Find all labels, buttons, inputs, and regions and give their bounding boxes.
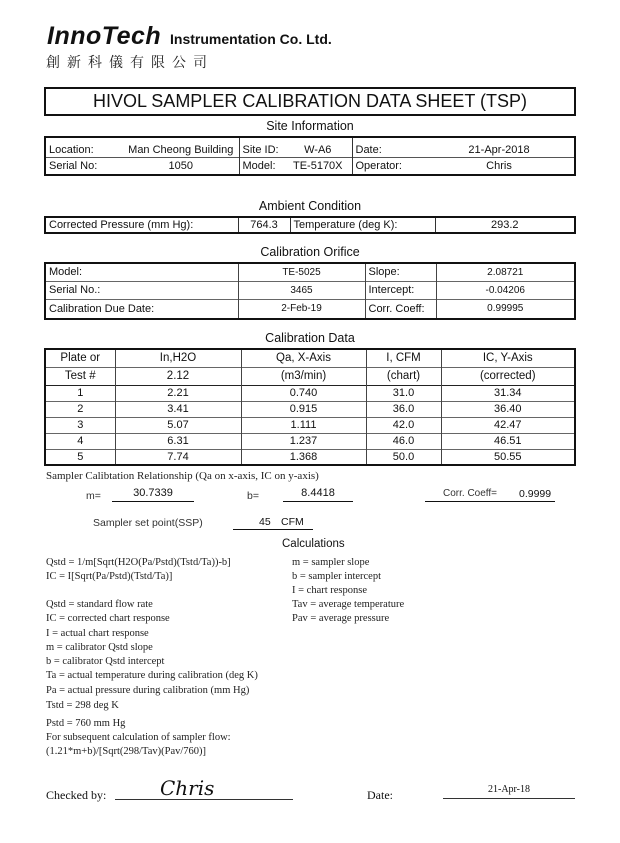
corr-coeff-label: Corr. Coeff:: [365, 299, 436, 319]
site-id-label: Site ID:: [239, 137, 284, 157]
signature: Chris: [160, 776, 215, 800]
relationship-corr-value: 0.9999: [519, 488, 552, 500]
cell-i: 42.0: [366, 417, 441, 433]
table-row: [45, 449, 575, 465]
footer-date-label: Date:: [367, 788, 393, 802]
calibration-data-table: [44, 348, 576, 466]
orifice-serial-value: 3465: [238, 281, 365, 299]
table-row: [45, 385, 575, 401]
table-row: [45, 417, 575, 433]
cell-qa: 1.111: [241, 417, 366, 433]
serial-value: 1050: [123, 157, 239, 175]
col-header: Plate or: [60, 352, 101, 365]
col-header: I, CFM: [366, 349, 441, 367]
col-subheader: (m3/min): [241, 367, 366, 385]
relationship-title: Sampler Calibtation Relationship (Qa on x-axis, IC on y-axis): [46, 470, 319, 482]
company-name-chinese: 創新科儀有限公司: [46, 55, 214, 71]
formula-qstd: Qstd = 1/m[Sqrt(H2O(Pa/Pstd)(Tstd/Ta))-b]: [46, 557, 231, 568]
orifice-serial-label: Serial No.:: [45, 281, 238, 299]
subsequent-calc-formula: (1.21*m+b)/[Sqrt(298/Tav)(Pav/760)]: [46, 746, 207, 757]
cell-ic: 50.55: [441, 449, 575, 465]
col-subheader: (corrected): [441, 367, 575, 385]
calculations-heading: Calculations: [282, 538, 345, 550]
slope-label: Slope:: [365, 263, 436, 281]
definition-ta: Ta = actual temperature during calibration (deg K): [46, 670, 258, 681]
cell-h2o: 7.74: [115, 449, 241, 465]
cell-qa: 0.915: [241, 401, 366, 417]
temperature-value: 293.2: [435, 217, 575, 233]
definition-i-actual: I = actual chart response: [46, 628, 149, 639]
operator-label: Operator:: [352, 157, 424, 175]
cell-ic: 42.47: [441, 417, 575, 433]
subsequent-calc-note: For subsequent calculation of sampler flow:: [46, 732, 231, 743]
site-id-value: W-A6: [304, 144, 332, 157]
due-date-label: Calibration Due Date:: [45, 299, 238, 319]
pressure-value: 764.3: [238, 217, 290, 233]
col-header: IC, Y-Axis: [441, 349, 575, 367]
col-subheader: 2.12: [115, 367, 241, 385]
cell-i: 50.0: [366, 449, 441, 465]
b-label: b=: [247, 490, 259, 502]
table-row: [45, 433, 575, 449]
cell-i: 46.0: [366, 433, 441, 449]
definition-i: I = chart response: [292, 585, 368, 596]
cell-h2o: 6.31: [115, 433, 241, 449]
cell-h2o: 2.21: [115, 385, 241, 401]
definition-ic: IC = corrected chart response: [46, 613, 170, 624]
cell-test: 4: [45, 433, 115, 449]
ssp-unit: CFM: [281, 516, 304, 528]
definition-tstd: Tstd = 298 deg K: [46, 700, 119, 711]
temperature-label: Temperature (deg K):: [290, 217, 435, 233]
definition-qstd: Qstd = standard flow rate: [46, 599, 153, 610]
orifice-model-label: Model:: [49, 266, 83, 279]
location-value: Man Cheong Building: [128, 144, 234, 157]
site-information-table: [44, 136, 576, 176]
cell-h2o: 5.07: [115, 417, 241, 433]
slope-value: 2.08721: [436, 263, 575, 281]
cell-test: 1: [45, 385, 115, 401]
cell-ic: 46.51: [441, 433, 575, 449]
pressure-label: Corrected Pressure (mm Hg):: [49, 219, 194, 231]
header-row-2: [45, 367, 575, 385]
date-label: Date:: [352, 137, 424, 157]
col-header: Qa, X-Axis: [241, 349, 366, 367]
col-header: In,H2O: [115, 349, 241, 367]
cell-i: 31.0: [366, 385, 441, 401]
col-subheader: (chart): [366, 367, 441, 385]
definition-b: b = sampler intercept: [292, 571, 382, 582]
ssp-value: 45: [259, 516, 271, 528]
m-value: 30.7339: [112, 487, 194, 502]
ambient-condition-heading: Ambient Condition: [258, 199, 362, 213]
cell-ic: 31.34: [441, 385, 575, 401]
cell-test: 2: [45, 401, 115, 417]
company-name: Instrumentation Co. Ltd.: [170, 31, 332, 47]
intercept-label: Intercept:: [365, 281, 436, 299]
ambient-condition-table: [44, 216, 576, 234]
cell-qa: 0.740: [241, 385, 366, 401]
cell-i: 36.0: [366, 401, 441, 417]
cell-test: 3: [45, 417, 115, 433]
m-label: m=: [86, 490, 101, 502]
cell-qa: 1.368: [241, 449, 366, 465]
definition-pa: Pa = actual pressure during calibration (mm Hg): [46, 685, 250, 696]
orifice-model-value: TE-5025: [238, 263, 365, 281]
document-title: HIVOL SAMPLER CALIBRATION DATA SHEET (TSP): [44, 87, 576, 116]
definition-m: m = sampler slope: [292, 557, 370, 568]
cell-ic: 36.40: [441, 401, 575, 417]
definition-m-calibrator: m = calibrator Qstd slope: [46, 642, 153, 653]
table-row: [45, 401, 575, 417]
definition-b-calibrator: b = calibrator Qstd intercept: [46, 656, 165, 667]
due-date-value: 2-Feb-19: [238, 299, 365, 319]
location-label: Location:: [49, 144, 94, 157]
site-information-heading: Site Information: [266, 119, 354, 133]
cell-test: 5: [45, 449, 115, 465]
cell-h2o: 3.41: [115, 401, 241, 417]
ssp-label: Sampler set point(SSP): [93, 517, 203, 529]
definition-pstd: Pstd = 760 mm Hg: [46, 718, 126, 729]
cell-qa: 1.237: [241, 433, 366, 449]
serial-label: Serial No:: [45, 157, 123, 175]
calibration-orifice-table: [44, 262, 576, 320]
formula-ic: IC = I[Sqrt(Pa/Pstd)(Tstd/Ta)]: [46, 571, 173, 582]
corr-coeff-value: 0.99995: [436, 299, 575, 319]
model-value: TE-5170X: [284, 157, 352, 175]
checked-by-label: Checked by:: [46, 788, 107, 802]
model-label: Model:: [239, 157, 284, 175]
date-value: 21-Apr-2018: [468, 144, 530, 157]
col-subheader: Test #: [45, 367, 115, 385]
definition-pav: Pav = average pressure: [292, 613, 390, 624]
operator-value: Chris: [424, 157, 575, 175]
intercept-value: -0.04206: [436, 281, 575, 299]
relationship-corr-label: Corr. Coeff=: [443, 488, 498, 499]
footer-date-value: 21-Apr-18: [443, 784, 575, 799]
b-value: 8.4418: [283, 487, 353, 502]
calibration-orifice-heading: Calibration Orifice: [260, 245, 360, 259]
calibration-data-heading: Calibration Data: [265, 331, 355, 345]
header-row-1: [45, 349, 575, 367]
company-logo: InnoTech: [47, 22, 162, 50]
definition-tav: Tav = average temperature: [292, 599, 405, 610]
